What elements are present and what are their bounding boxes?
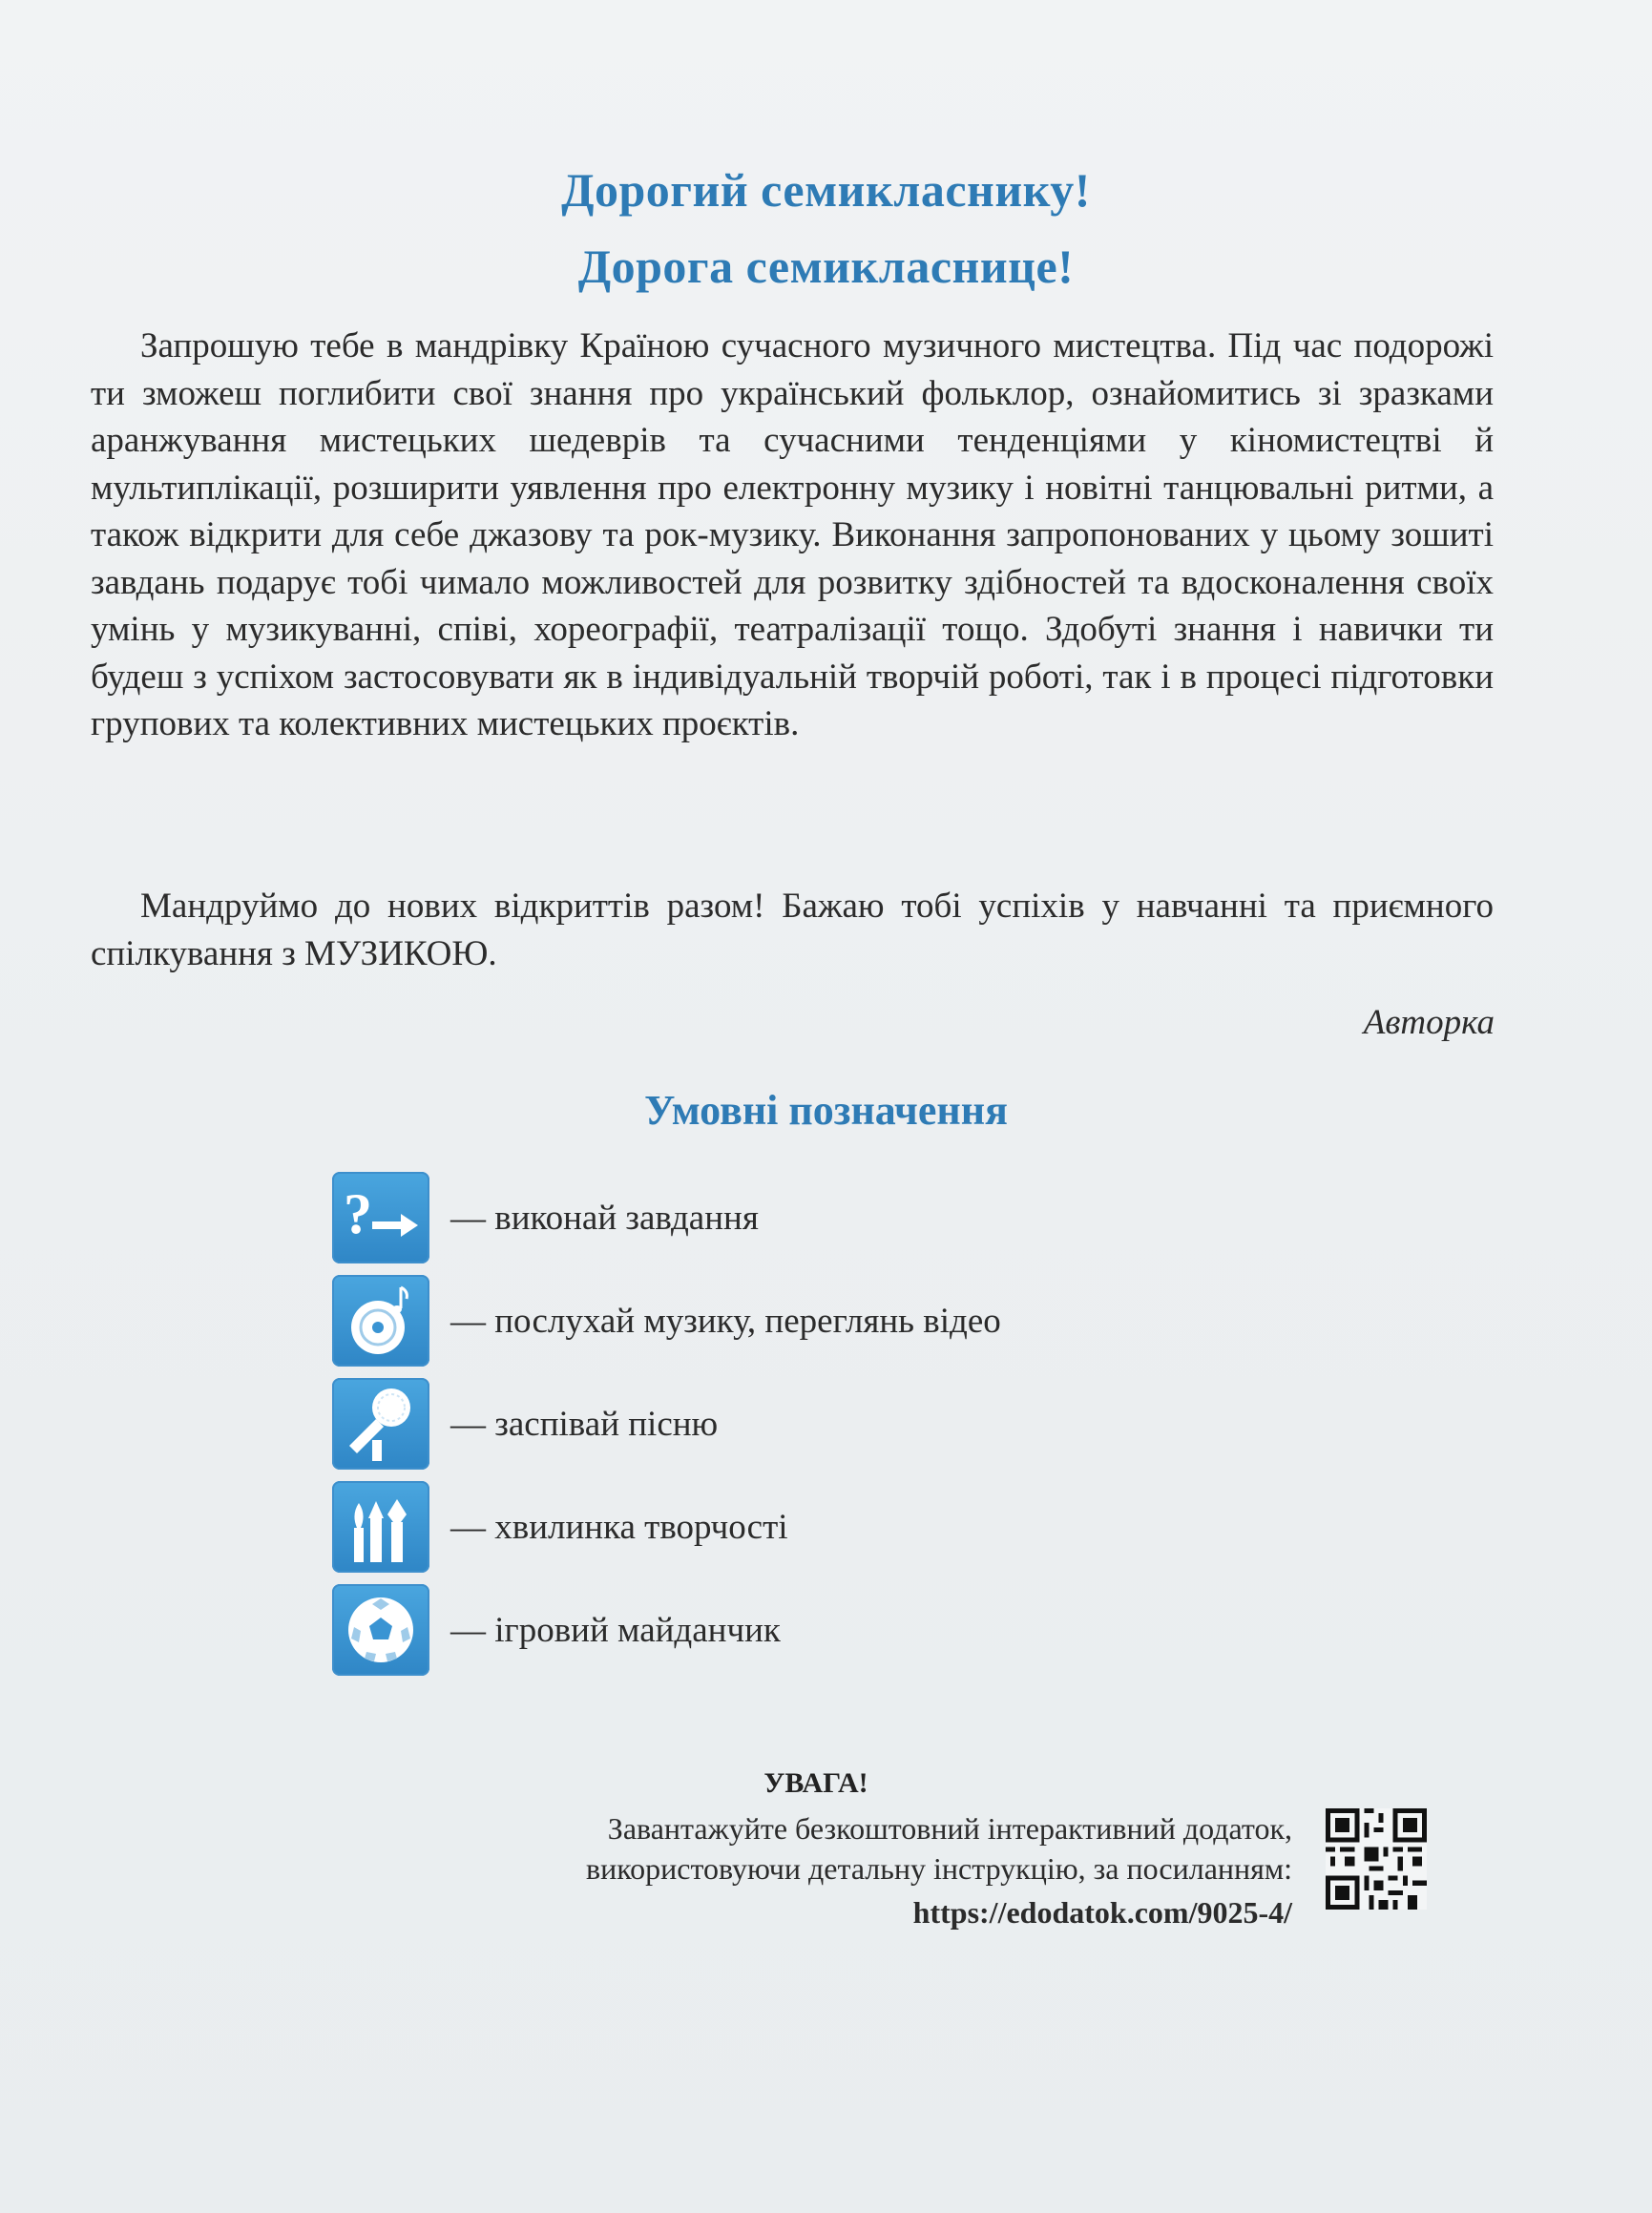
ball-icon bbox=[332, 1584, 429, 1676]
pencils-icon bbox=[332, 1481, 429, 1573]
notice-line-2: використовуючи детальну інструкцію, за посиланням: bbox=[585, 1851, 1292, 1886]
legend-item-play bbox=[332, 1578, 1286, 1681]
legend-label: — заспівай пісню bbox=[450, 1404, 719, 1444]
greeting-title-1: Дорогий семикласнику! bbox=[561, 163, 1091, 217]
legend-label: — виконай завдання bbox=[450, 1198, 759, 1238]
legend-label: — послухай музику, переглянь відео bbox=[450, 1301, 1001, 1341]
qr-code-icon[interactable] bbox=[1326, 1808, 1427, 1910]
legend-label: — хвилинка творчості bbox=[450, 1507, 788, 1547]
legend-item-task bbox=[332, 1166, 1286, 1269]
legend-item-listen bbox=[332, 1269, 1286, 1372]
author-signature: Авторка bbox=[1363, 1003, 1495, 1042]
notice-title: УВАГА! bbox=[763, 1767, 868, 1799]
legend-title: Умовні позначення bbox=[644, 1087, 1008, 1134]
legend-label: — ігровий майданчик bbox=[450, 1610, 781, 1650]
intro-paragraph: Запрошую тебе в мандрівку Країною сучасного музичного мистецтва. Під час подорожі ти зможеш поглибити свої знання про український фольклор, ознайомитись зі зразками аранжування мистецьких шедеврів та сучасними тенденціями у кіномистецтві й мультиплікації, розширити уявлення про електронну музику і новітні танцювальні ритми, а також відкрити для себе джазову та рок-музику. Виконання запропонованих у цьому зошиті завдань подарує тобі чимало можливостей для розвитку здібностей та вдосконалення своїх умінь у музикуванні, співі, хореографії, театралізації тощо. Здобуті знання і навички ти будеш з успіхом застосовувати як в індивідуальній творчій роботі, так і в процесі підготовки групових та колективних мистецьких проєктів. bbox=[91, 326, 1494, 743]
disc-note-icon bbox=[332, 1275, 429, 1367]
download-link[interactable]: https://edodatok.com/9025-4/ bbox=[912, 1895, 1292, 1930]
greeting-title-2: Дорога семикласнице! bbox=[577, 240, 1075, 293]
question-arrow-icon bbox=[332, 1172, 429, 1263]
notice-line-1: Завантажуйте безкоштовний інтерактивний додаток, bbox=[607, 1811, 1292, 1846]
legend-item-create bbox=[332, 1475, 1286, 1578]
legend-item-sing bbox=[332, 1372, 1286, 1475]
legend-list bbox=[332, 1166, 1286, 1681]
svg-text:?: ? bbox=[344, 1182, 372, 1245]
closing-paragraph: Мандруймо до нових відкриттів разом! Бажаю тобі успіхів у навчанні та приємного спілкування з МУЗИКОЮ. bbox=[91, 887, 1494, 973]
microphone-icon bbox=[332, 1378, 429, 1470]
